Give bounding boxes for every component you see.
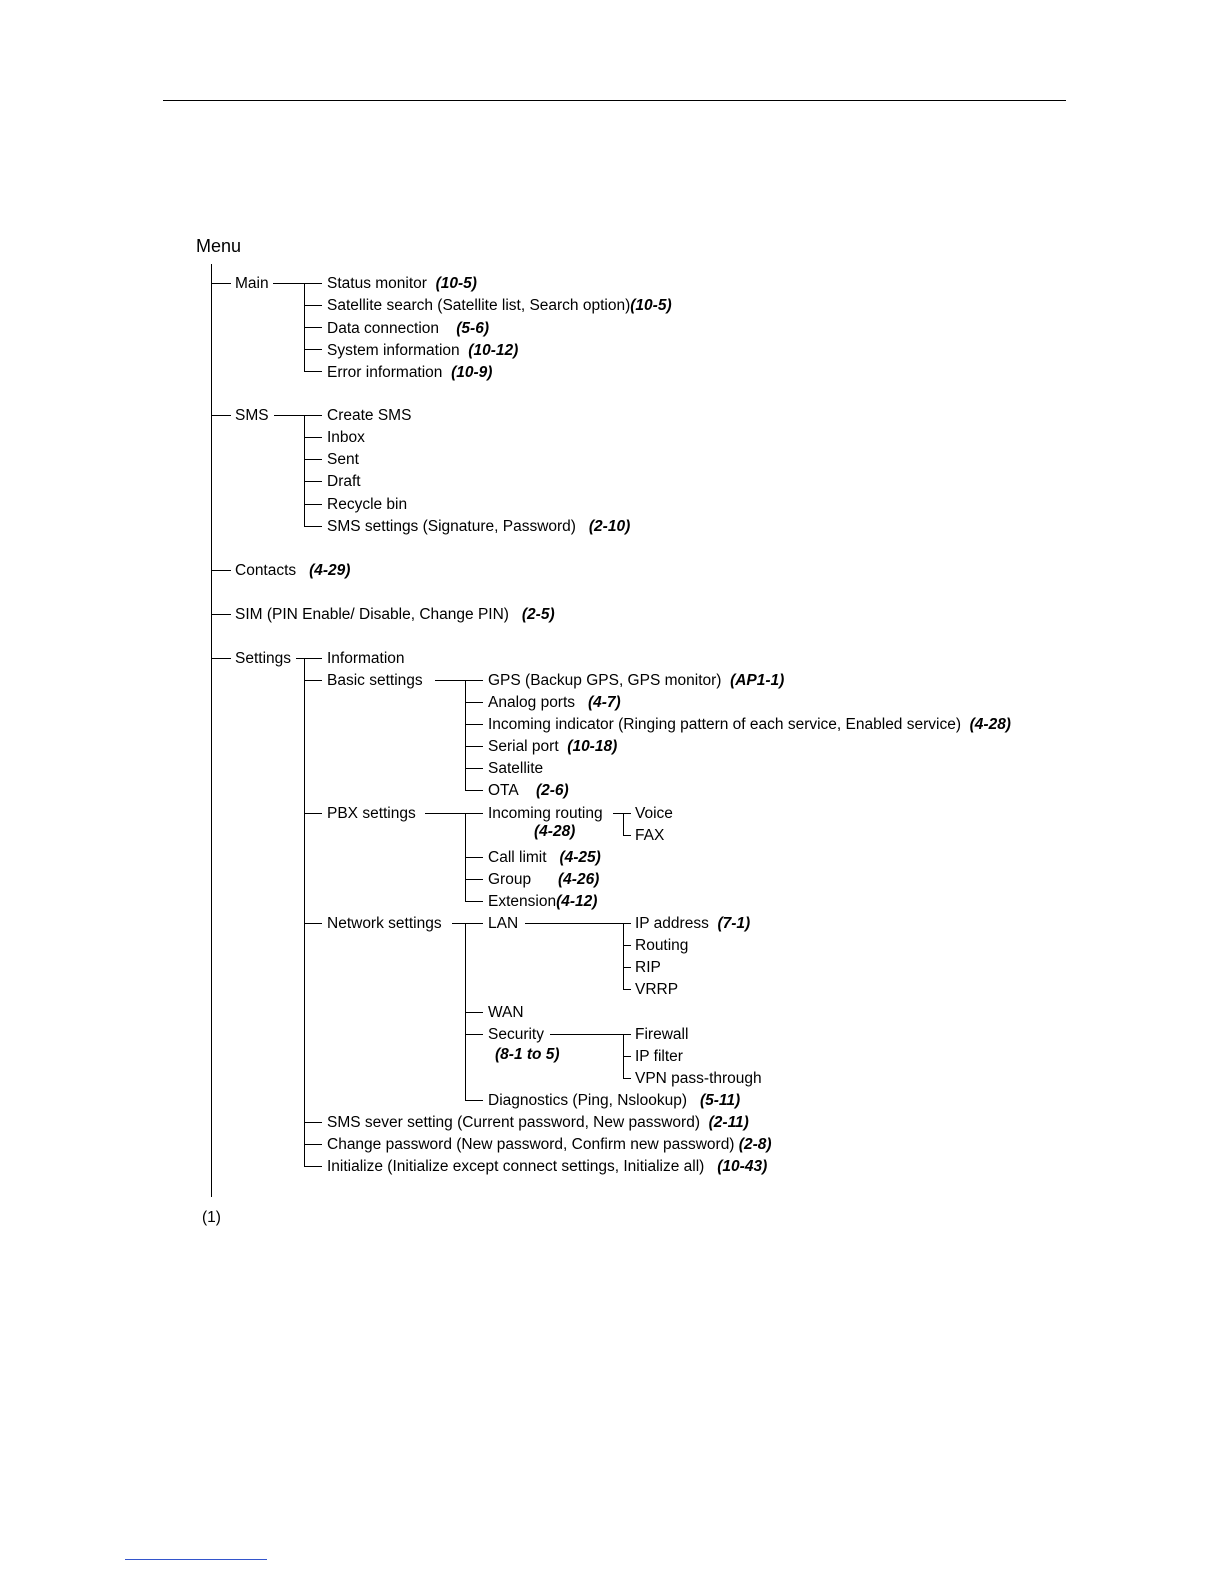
node-incoming-indicator: Incoming indicator (Ringing pattern of each service, Enabled service) (4-28) — [488, 716, 1011, 733]
page-ref: (AP1-1) — [730, 672, 785, 689]
page-ref: (4-7) — [587, 694, 621, 711]
node-satellite-search: Satellite search (Satellite list, Search option)(10-5) — [327, 297, 672, 314]
node-settings: Settings — [235, 650, 292, 667]
node-recycle-bin: Recycle bin — [327, 496, 408, 513]
node-draft: Draft — [327, 473, 361, 490]
node-information: Information — [327, 650, 405, 667]
page-ref: (5-11) — [699, 1092, 741, 1109]
node-contacts: Contacts (4-29) — [235, 562, 351, 579]
node-basic-settings: Basic settings — [327, 672, 423, 689]
node-create-sms: Create SMS — [327, 407, 412, 424]
page-ref: (10-9) — [451, 364, 493, 381]
page-ref: (4-12) — [556, 893, 598, 910]
node-system-information: System information (10-12) — [327, 342, 519, 359]
node-sms: SMS — [235, 407, 269, 424]
page-ref: (4-28) — [969, 716, 1011, 733]
node-ip-address: IP address (7-1) — [635, 915, 751, 932]
node-call-limit: Call limit (4-25) — [488, 849, 601, 866]
node-security: Security — [488, 1026, 544, 1043]
page-ref: (10-18) — [567, 738, 618, 755]
node-network-settings: Network settings — [327, 915, 442, 932]
page-ref: (10-12) — [468, 342, 519, 359]
node-rip: RIP — [635, 959, 661, 976]
page-ref: (8-1 to 5) — [495, 1046, 560, 1063]
footer-marker: (1) — [202, 1209, 221, 1226]
node-voice: Voice — [635, 805, 673, 822]
page-ref: (4-29) — [309, 562, 351, 579]
node-diagnostics: Diagnostics (Ping, Nslookup) (5-11) — [488, 1092, 741, 1109]
page-ref: (10-5) — [630, 297, 672, 314]
node-vpn-pass-through: VPN pass-through — [635, 1070, 762, 1087]
node-satellite: Satellite — [488, 760, 544, 777]
node-firewall: Firewall — [635, 1026, 689, 1043]
menu-title: Menu — [196, 236, 242, 256]
node-pbx-settings: PBX settings — [327, 805, 416, 822]
node-routing: Routing — [635, 937, 689, 954]
node-fax: FAX — [635, 827, 665, 844]
page-ref: (10-5) — [435, 275, 477, 292]
page-ref: (4-25) — [559, 849, 601, 866]
node-extension: Extension(4-12) — [488, 893, 598, 910]
page-ref: (4-28) — [534, 823, 576, 840]
node-incoming-routing: Incoming routing — [488, 805, 603, 822]
node-vrrp: VRRP — [635, 981, 679, 998]
node-ip-filter: IP filter — [635, 1048, 683, 1065]
node-wan: WAN — [488, 1004, 524, 1021]
page-ref: (2-6) — [535, 782, 569, 799]
node-initialize: Initialize (Initialize except connect settings, Initialize all) (10-43) — [327, 1158, 768, 1175]
page-ref: (2-11) — [708, 1114, 749, 1131]
node-ota: OTA (2-6) — [488, 782, 569, 799]
node-main: Main — [235, 275, 269, 292]
node-sms-settings: SMS settings (Signature, Password) (2-10) — [327, 518, 631, 535]
page-ref: (5-6) — [456, 320, 489, 337]
node-group: Group (4-26) — [488, 871, 600, 888]
node-inbox: Inbox — [327, 429, 365, 446]
page-ref: (2-8) — [738, 1136, 772, 1153]
page-ref: (10-43) — [717, 1158, 768, 1175]
page-ref: (7-1) — [717, 915, 751, 932]
node-sim: SIM (PIN Enable/ Disable, Change PIN) (2-5) — [235, 606, 555, 623]
node-status-monitor: Status monitor (10-5) — [327, 275, 477, 292]
page-ref: (4-26) — [558, 871, 600, 888]
node-gps: GPS (Backup GPS, GPS monitor) (AP1-1) — [488, 672, 785, 689]
page-ref: (2-10) — [588, 518, 631, 535]
page-ref: (2-5) — [521, 606, 555, 623]
node-serial-port: Serial port (10-18) — [488, 738, 618, 755]
node-analog-ports: Analog ports (4-7) — [488, 694, 621, 711]
node-data-connection: Data connection (5-6) — [327, 320, 489, 337]
node-sms-server-setting: SMS sever setting (Current password, New password) (2-11) — [327, 1114, 749, 1131]
node-error-information: Error information (10-9) — [327, 364, 493, 381]
node-sent: Sent — [327, 451, 359, 468]
node-change-password: Change password (New password, Confirm new password) (2-8) — [327, 1136, 772, 1153]
node-lan: LAN — [488, 915, 519, 932]
